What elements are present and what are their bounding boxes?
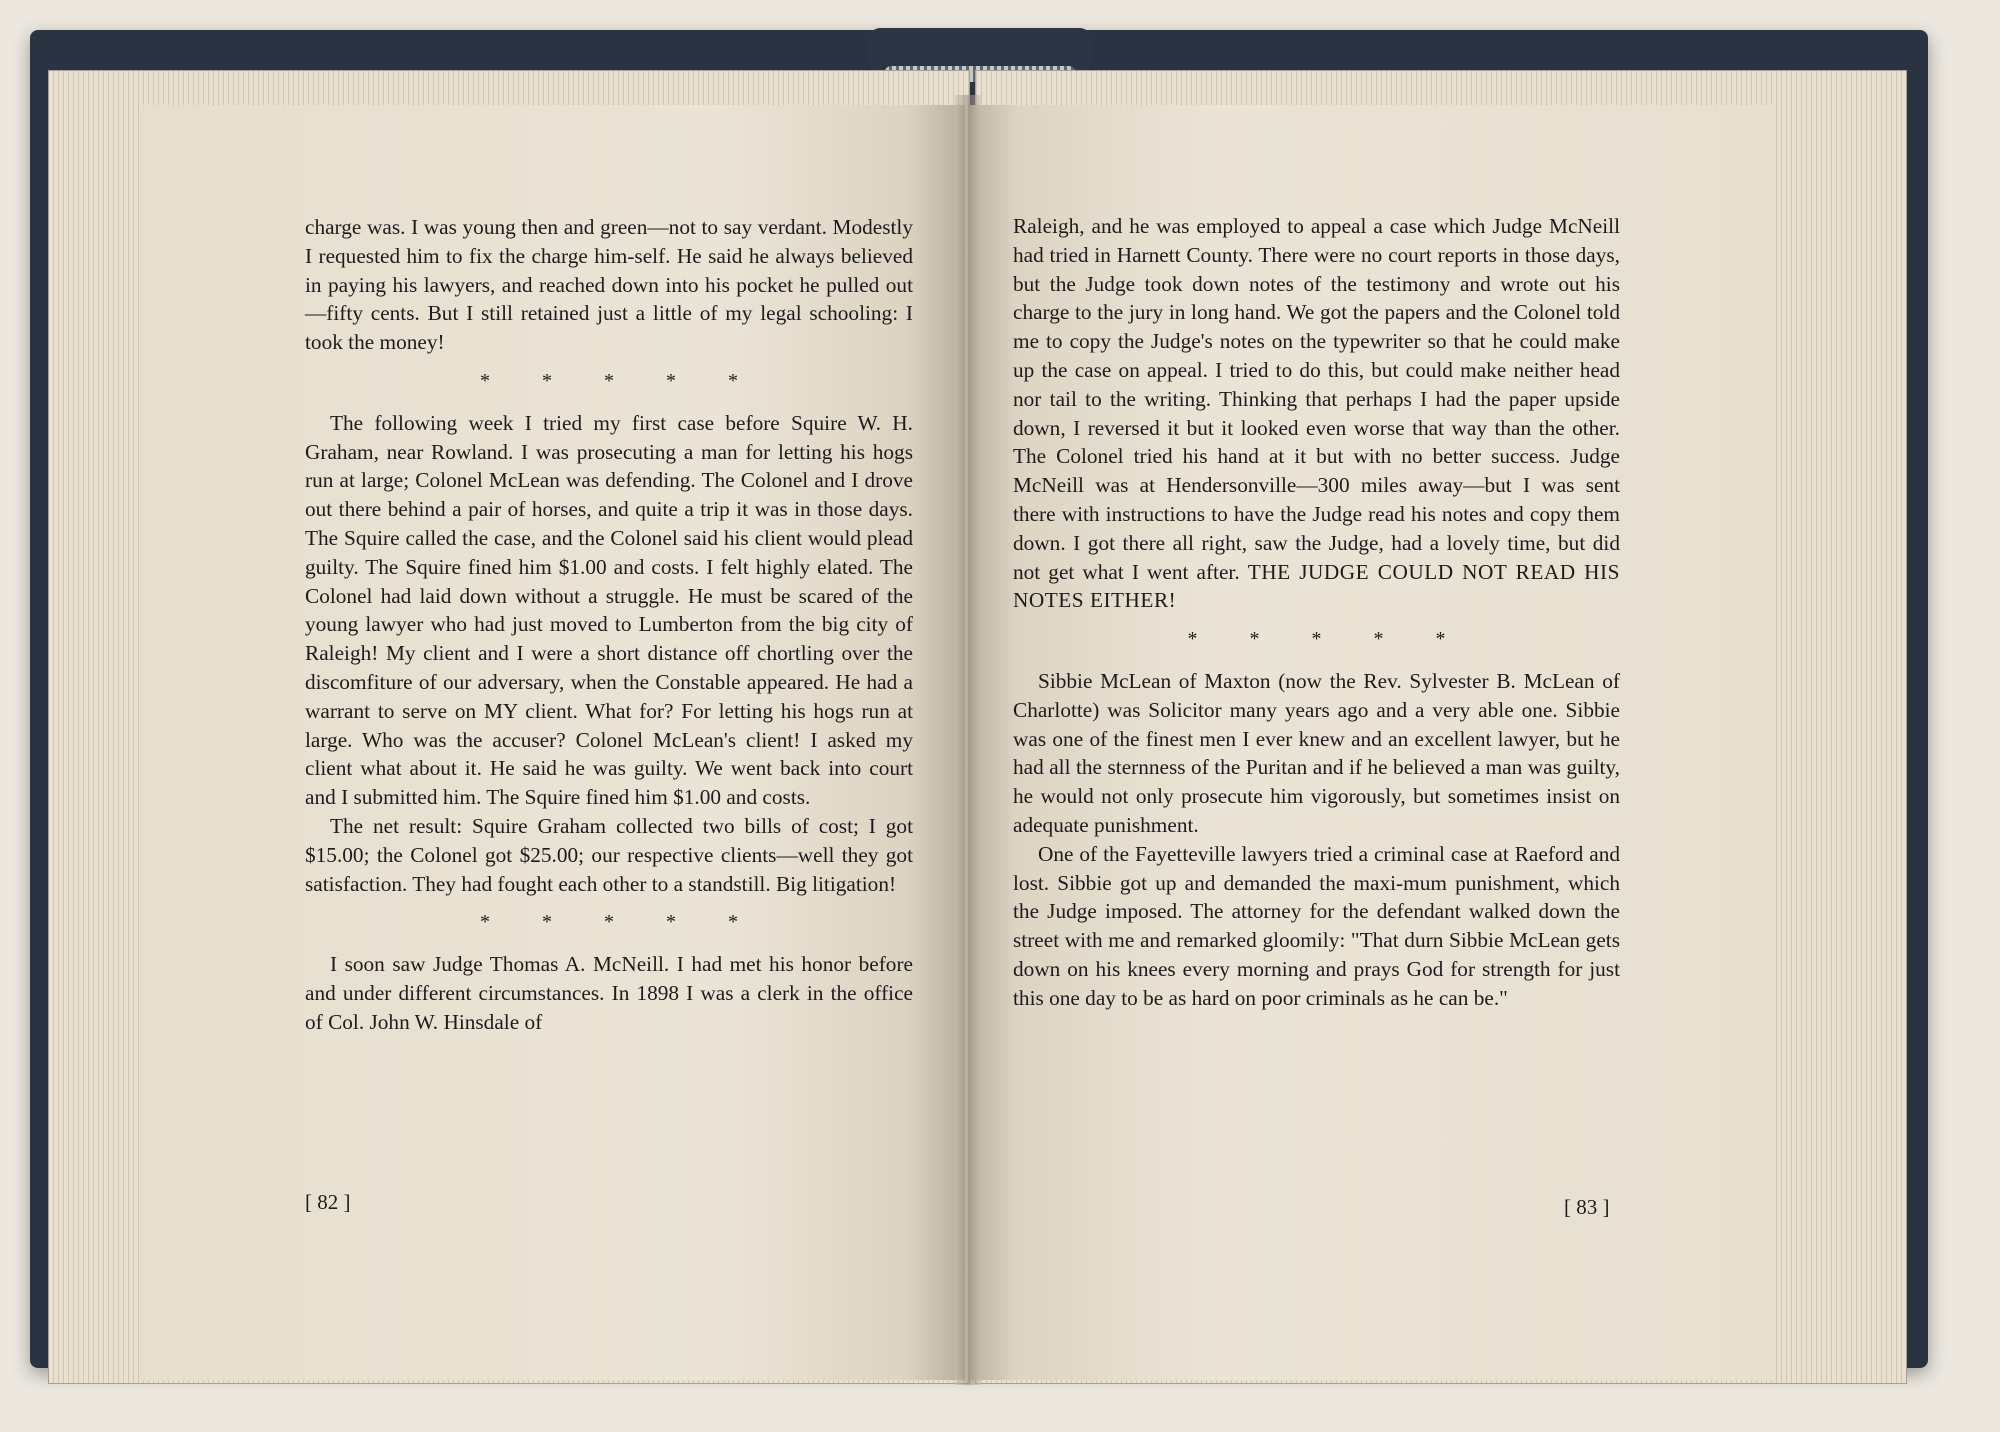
right-paragraph-1-caps: THE JUDGE COULD NOT READ HIS NOTES EITHER!: [1013, 559, 1620, 613]
right-paragraph-1: [1013, 212, 1620, 615]
left-paragraph-4: I soon saw Judge Thomas A. McNeill. I had met his honor before and under different circumstances. In 1898 I was a clerk in the office of Col. John W. Hinsdale of: [305, 952, 913, 1034]
right-paragraph-2: Sibbie McLean of Maxton (now the Rev. Sylvester B. McLean of Charlotte) was Solicitor many years ago and a very able one. Sibbie was one of the finest men I ever knew and an excellent lawyer, but he had all the sternness of the Puritan and if he believed a man was guilty, he would not only prosecute him vigorously, but sometimes insist on adequate punishment.: [1013, 668, 1620, 837]
left-paragraph-2: The following week I tried my first case before Squire W. H. Graham, near Rowland. I was prosecuting a man for letting his hogs run at large; Colonel McLean was defending. The Colonel and I drove out there behind a pair of horses, and quite a trip it was in those days. The Squire called the case, and the Colonel said his client would plead guilty. The Squire fined him $1.00 and costs. I felt highly elated. The Colonel had laid down without a struggle. He must be scared of the young lawyer who had just moved to Lumberton from the big city of Raleigh! My client and I were a short distance off chortling over the discomfiture of our adversary, when the Constable appeared. He had a warrant to serve on MY client. What for? For letting his hogs run at large. Who was the accuser? Colonel McLean's client! I asked my client what about it. He said he was guilty. We went back into court and I submitted him. The Squire fined him $1.00 and costs.: [305, 410, 913, 810]
page-number-left: [ 82 ]: [305, 1190, 351, 1214]
page-number-right: [ 83 ]: [1564, 1195, 1610, 1219]
right-paragraph-3: One of the Fayetteville lawyers tried a criminal case at Raeford and lost. Sibbie got up and demanded the maxi-mum punishment, which the Judge imposed. The attorney for the defendant walked down the street with me and remarked gloomily: "That durn Sibbie McLean gets down on his knees every morning and prays God for strength for just this one day to be as hard on poor criminals as he can be.": [1013, 841, 1620, 1010]
right-paragraph-1-text: Raleigh, and he was employed to appeal a case which Judge McNeill had tried in Harnett County. There were no court reports in those days, but the Judge took down notes of the testimony and wrote out his charge to the jury in long hand. We got the papers and the Colonel told me to copy the Judge's notes on the typewriter so that he could make up the case on appeal. I tried to do this, but could make neither head nor tail to the writing. Thinking that perhaps I had the paper upside down, I reversed it but it looked even worse that way than the other. The Colonel tried his hand at it but with no better success. Judge McNeill was at Hendersonville—300 miles away—but I was sent there with instructions to have the Judge read his notes and copy them down. I got there all right, saw the Judge, had a lovely time, but did not get what I went after.: [1013, 214, 1620, 584]
left-paragraph-1: charge was. I was young then and green—not to say verdant. Modestly I requested him to fix the charge him-self. He said he always believed in paying his lawyers, and reached down into his pocket he pulled out—fifty cents. But I still retained just a little of my legal schooling: I took the money!: [305, 215, 913, 355]
section-separator: * * * * *: [1187, 628, 1446, 651]
left-page-text: [305, 213, 913, 1037]
section-separator: * * * * *: [480, 911, 738, 934]
left-paragraph-3: The net result: Squire Graham collected two bills of cost; I got $15.00; the Colonel got $25.00; our respective clients—well they got satisfaction. They had fought each other to a standstill. Big litigation!: [305, 813, 913, 896]
section-separator: * * * * *: [480, 369, 738, 392]
right-page-text: [1013, 212, 1620, 1013]
book-gutter: [955, 95, 981, 1385]
